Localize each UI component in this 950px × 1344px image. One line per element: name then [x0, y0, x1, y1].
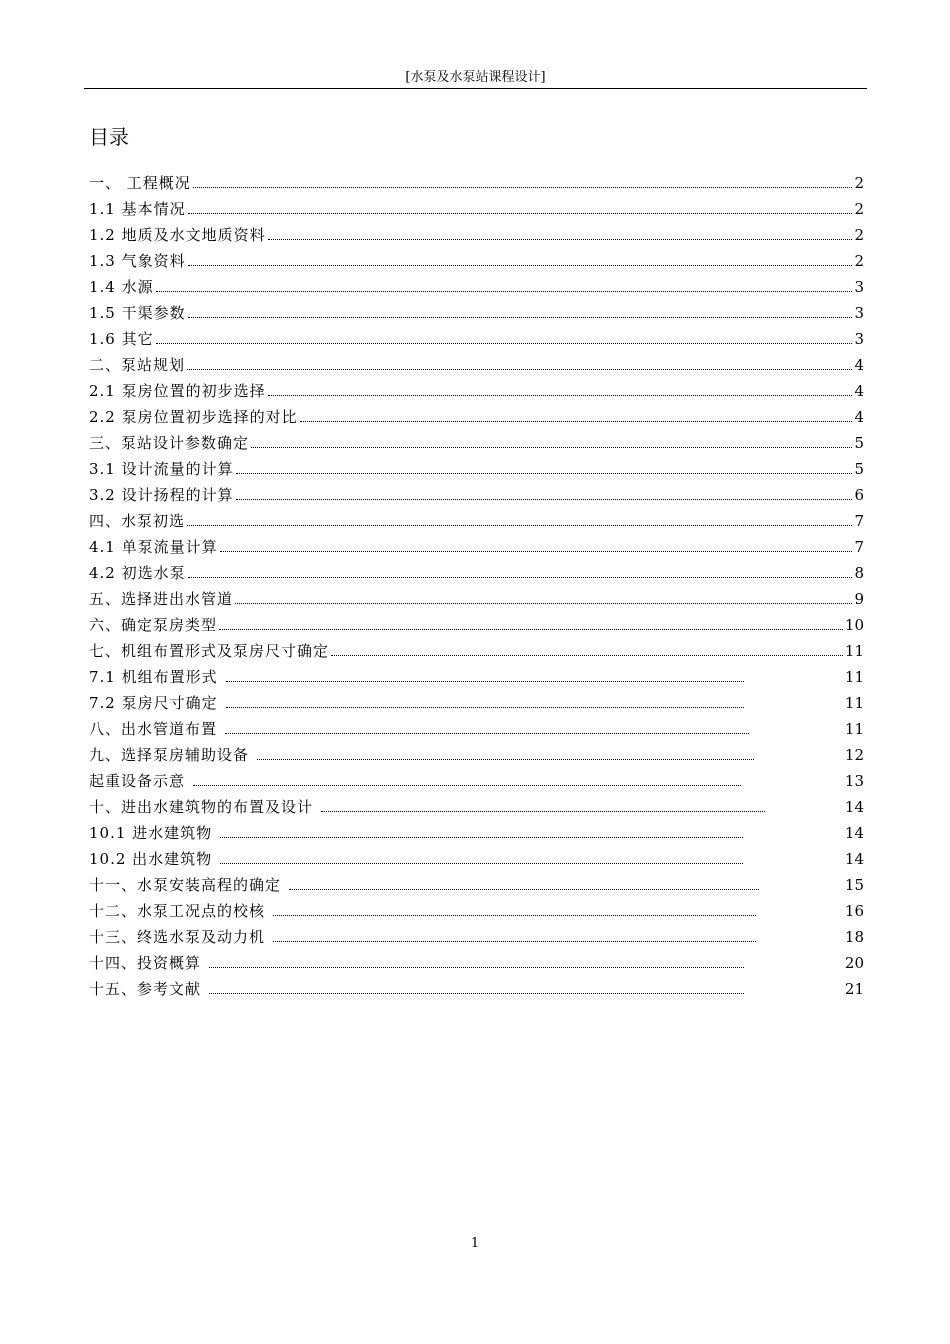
toc-leader-dots: [193, 785, 741, 786]
toc-entry-label: 10.1 进水建筑物: [89, 824, 213, 842]
toc-entry-label: 2.2 泵房位置初步选择的对比: [89, 408, 298, 426]
table-of-contents: [89, 167, 864, 999]
toc-leader-dots: [268, 239, 853, 240]
toc-entry-label: 十三、终选水泵及动力机: [89, 928, 266, 946]
page-header: [水泵及水泵站课程设计]: [84, 68, 867, 89]
toc-entry[interactable]: [89, 583, 864, 609]
toc-leader-dots: [188, 213, 853, 214]
toc-entry-page: 6: [854, 486, 864, 504]
toc-entry-page: 5: [854, 460, 864, 478]
toc-leader-dots: [156, 343, 853, 344]
toc-leader-dots: [220, 837, 743, 838]
toc-entry[interactable]: [89, 609, 864, 635]
toc-entry-label: 1.6 其它: [89, 330, 154, 348]
toc-entry-label: 五、选择进出水管道: [89, 590, 234, 608]
toc-leader-dots: [220, 863, 743, 864]
toc-entry-label: 十五、参考文献: [89, 980, 202, 998]
toc-entry-label: 1.1 基本情况: [89, 200, 186, 218]
toc-entry[interactable]: [89, 765, 864, 791]
toc-entry-page: 7: [854, 538, 864, 556]
toc-entry-label: 3.1 设计流量的计算: [89, 460, 234, 478]
toc-entry-label: 4.2 初选水泵: [89, 564, 186, 582]
toc-entry-label: 三、泵站设计参数确定: [89, 434, 250, 452]
page-number: 1: [470, 1236, 480, 1251]
toc-entry-page: 10: [844, 616, 864, 634]
toc-entry-page: 3: [854, 304, 864, 322]
toc-entry-label: 十四、投资概算: [89, 954, 202, 972]
toc-leader-dots: [331, 655, 843, 656]
toc-leader-dots: [220, 551, 853, 552]
toc-entry-label: 九、选择泵房辅助设备: [89, 746, 250, 764]
toc-leader-dots: [188, 577, 853, 578]
toc-entry[interactable]: [89, 427, 864, 453]
toc-entry-page: 2: [854, 252, 864, 270]
toc-leader-dots: [236, 473, 853, 474]
toc-leader-dots: [188, 317, 853, 318]
toc-entry-page: 14: [844, 798, 864, 816]
toc-entry-page: 15: [844, 876, 864, 894]
toc-entry[interactable]: [89, 713, 864, 739]
toc-entry[interactable]: [89, 505, 864, 531]
toc-entry-label: 起重设备示意: [89, 772, 186, 790]
toc-entry-page: 11: [844, 642, 864, 660]
toc-entry[interactable]: [89, 453, 864, 479]
toc-entry[interactable]: [89, 843, 864, 869]
toc-entry-label: 7.1 机组布置形式: [89, 668, 218, 686]
toc-entry-page: 16: [844, 902, 864, 920]
toc-leader-dots: [209, 967, 744, 968]
toc-entry-label: 十、进出水建筑物的布置及设计: [89, 798, 314, 816]
toc-entry-label: 10.2 出水建筑物: [89, 850, 213, 868]
toc-entry-page: 2: [854, 226, 864, 244]
toc-entry-label: 七、机组布置形式及泵房尺寸确定: [89, 642, 330, 660]
toc-leader-dots: [235, 603, 852, 604]
toc-entry[interactable]: [89, 245, 864, 271]
toc-leader-dots: [300, 421, 853, 422]
toc-entry[interactable]: [89, 297, 864, 323]
toc-leader-dots: [236, 499, 853, 500]
toc-entry[interactable]: [89, 375, 864, 401]
toc-entry-page: 18: [844, 928, 864, 946]
toc-leader-dots: [257, 759, 754, 760]
toc-entry-label: 1.4 水源: [89, 278, 154, 296]
toc-entry[interactable]: [89, 973, 864, 999]
toc-leader-dots: [321, 811, 765, 812]
toc-entry-label: 3.2 设计扬程的计算: [89, 486, 234, 504]
toc-entry[interactable]: [89, 739, 864, 765]
toc-leader-dots: [273, 941, 756, 942]
toc-entry-label: 1.2 地质及水文地质资料: [89, 226, 266, 244]
toc-entry[interactable]: [89, 531, 864, 557]
toc-leader-dots: [193, 187, 853, 188]
toc-entry-label: 2.1 泵房位置的初步选择: [89, 382, 266, 400]
toc-leader-dots: [225, 733, 749, 734]
toc-entry[interactable]: [89, 323, 864, 349]
toc-entry[interactable]: [89, 401, 864, 427]
toc-leader-dots: [187, 369, 852, 370]
toc-entry-page: 4: [854, 408, 864, 426]
toc-entry-label: 1.3 气象资料: [89, 252, 186, 270]
toc-entry[interactable]: [89, 895, 864, 921]
toc-entry[interactable]: [89, 219, 864, 245]
toc-entry-page: 8: [854, 564, 864, 582]
toc-entry-page: 4: [854, 382, 864, 400]
toc-entry-page: 11: [844, 720, 864, 738]
toc-entry[interactable]: [89, 479, 864, 505]
toc-entry[interactable]: [89, 193, 864, 219]
toc-leader-dots: [251, 447, 852, 448]
toc-entry-page: 21: [844, 980, 864, 998]
toc-entry-label: 4.1 单泵流量计算: [89, 538, 218, 556]
toc-leader-dots: [268, 395, 853, 396]
toc-entry-page: 12: [844, 746, 864, 764]
toc-entry-page: 2: [854, 174, 864, 192]
toc-leader-dots: [209, 993, 744, 994]
toc-entry-page: 4: [854, 356, 864, 374]
toc-entry-page: 20: [844, 954, 864, 972]
toc-entry-label: 四、水泵初选: [89, 512, 186, 530]
toc-entry[interactable]: [89, 271, 864, 297]
toc-leader-dots: [188, 265, 853, 266]
toc-entry-label: 一、 工程概况: [89, 174, 191, 192]
toc-entry[interactable]: [89, 921, 864, 947]
toc-entry-label: 1.5 干渠参数: [89, 304, 186, 322]
toc-entry[interactable]: [89, 869, 864, 895]
toc-entry-page: 7: [854, 512, 864, 530]
toc-entry-label: 十二、水泵工况点的校核: [89, 902, 266, 920]
toc-leader-dots: [187, 525, 852, 526]
toc-entry-page: 14: [844, 850, 864, 868]
toc-title: 目录: [89, 125, 129, 149]
toc-entry-page: 3: [854, 278, 864, 296]
toc-entry-label: 六、确定泵房类型: [89, 616, 218, 634]
toc-entry[interactable]: [89, 635, 864, 661]
toc-entry-page: 11: [844, 668, 864, 686]
toc-entry[interactable]: [89, 817, 864, 843]
toc-entry[interactable]: [89, 687, 864, 713]
toc-entry-label: 十一、水泵安装高程的确定: [89, 876, 282, 894]
toc-entry[interactable]: [89, 167, 864, 193]
toc-leader-dots: [226, 707, 744, 708]
toc-entry-page: 13: [844, 772, 864, 790]
toc-entry[interactable]: [89, 557, 864, 583]
toc-leader-dots: [156, 291, 853, 292]
toc-leader-dots: [226, 681, 744, 682]
toc-entry[interactable]: [89, 661, 864, 687]
toc-entry[interactable]: [89, 349, 864, 375]
toc-entry-page: 3: [854, 330, 864, 348]
toc-entry-page: 9: [854, 590, 864, 608]
toc-leader-dots: [273, 915, 756, 916]
toc-leader-dots: [219, 629, 843, 630]
toc-entry-label: 八、出水管道布置: [89, 720, 218, 738]
toc-entry-page: 14: [844, 824, 864, 842]
toc-entry-page: 11: [844, 694, 864, 712]
toc-entry-page: 2: [854, 200, 864, 218]
toc-leader-dots: [289, 889, 759, 890]
toc-entry-page: 5: [854, 434, 864, 452]
toc-entry-label: 7.2 泵房尺寸确定: [89, 694, 218, 712]
toc-entry[interactable]: [89, 791, 864, 817]
toc-entry-label: 二、泵站规划: [89, 356, 186, 374]
toc-entry[interactable]: [89, 947, 864, 973]
